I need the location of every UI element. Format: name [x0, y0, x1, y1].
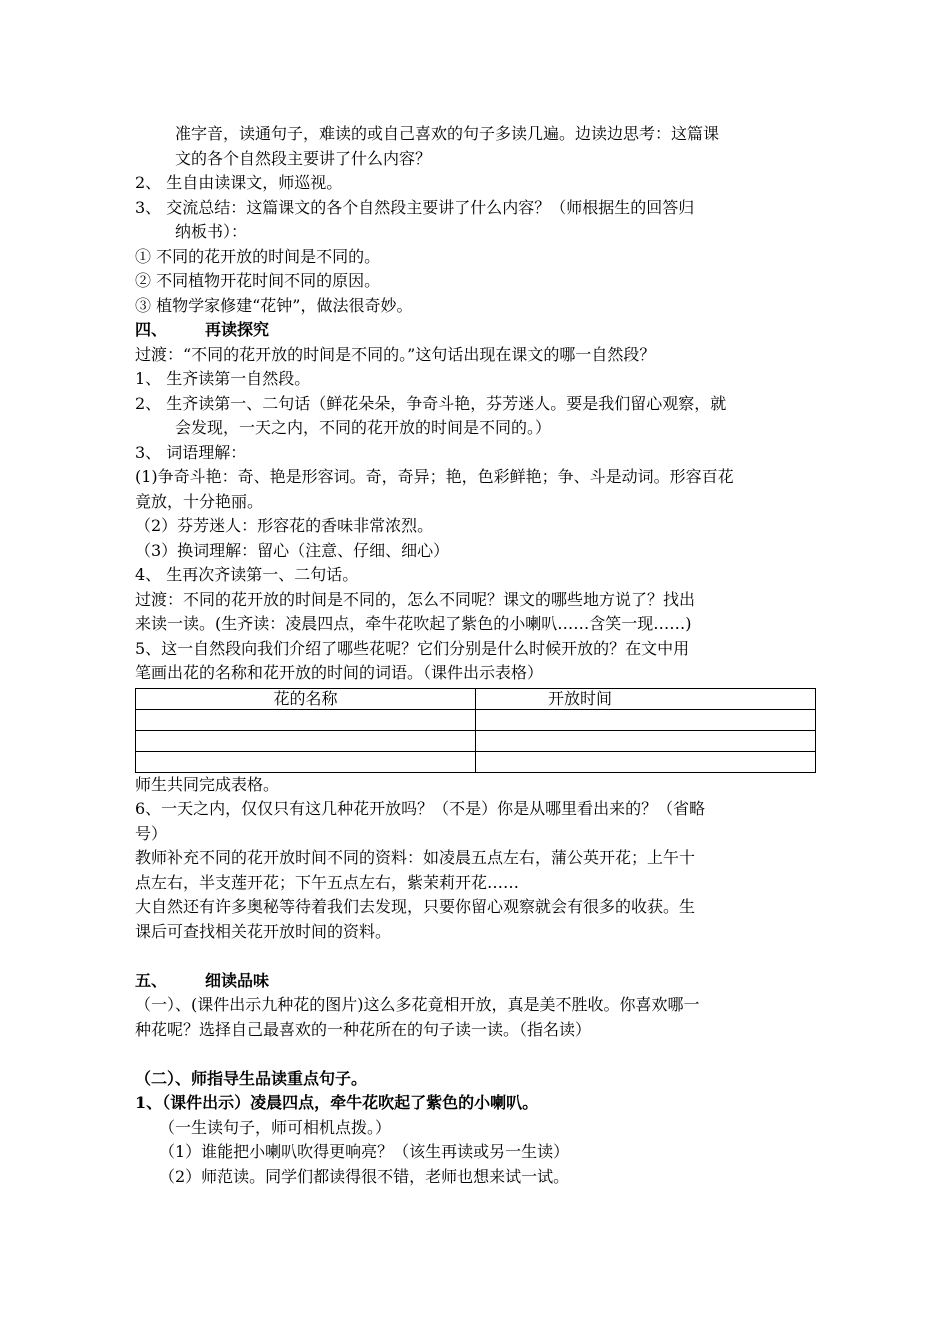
section-heading-4: [135, 318, 820, 343]
key-sentence: 1、（课件出示）凌晨四点，牵牛花吹起了紫色的小喇叭。: [135, 1093, 539, 1112]
text-line: 3、 交流总结：这篇课文的各个自然段主要讲了什么内容？（师根据生的回答归: [135, 197, 695, 217]
text-line: 点左右，半支莲开花；下午五点左右，紫茉莉开花……: [135, 872, 520, 892]
summary-point: ② 不同植物开花时间不同的原因。: [135, 271, 381, 290]
text-line: 纳板书）：: [175, 222, 248, 241]
text-line: 竟放，十分艳丽。: [135, 491, 264, 511]
text-line: 6、一天之内，仅仅只有这几种花开放吗？（不是）你是从哪里看出来的？（省略: [135, 799, 706, 818]
section-title: 细读品味: [205, 970, 270, 990]
section-number: 四、: [135, 320, 168, 339]
text-line: 5、这一自然段向我们介绍了哪些花呢？它们分别是什么时候开放的？在文中用: [135, 638, 690, 658]
text-line: （一）、(课件出示九种花的图片)这么多花竟相开放，真是美不胜收。你喜欢哪一: [135, 995, 700, 1014]
text-line: 笔画出花的名称和花开放的时间的词语。（课件出示表格）: [135, 663, 544, 682]
text-line: 过渡：“不同的花开放的时间是不同的。”这句话出现在课文的哪一自然段？: [135, 344, 656, 364]
table-header-row: [136, 688, 816, 709]
text-line: （2）芬芳迷人：形容花的香味非常浓烈。: [135, 516, 434, 535]
table-row: [136, 751, 816, 772]
blank-line: [135, 944, 820, 969]
text-line: 过渡：不同的花开放的时间是不同的，怎么不同呢？课文的哪些地方说了？找出: [135, 589, 696, 609]
text-line: 3、 词语理解：: [135, 442, 247, 462]
text-line: 师生共同完成表格。: [135, 774, 280, 794]
table-cell: [136, 709, 476, 730]
table-cell: [476, 709, 816, 730]
document-page: [135, 122, 820, 1189]
table-row: [136, 709, 816, 730]
text-line: 课后可查找相关花开放时间的资料。: [135, 921, 392, 941]
text-line: 2、 生自由读课文，师巡视。: [135, 173, 343, 192]
text-line: 大自然还有许多奥秘等待着我们去发现，只要你留心观察就会有很多的收获。生: [135, 897, 696, 916]
text-line: 1、 生齐读第一自然段。: [135, 369, 311, 388]
table-header-flower-name: 花的名称: [136, 688, 476, 709]
text-line: 文的各个自然段主要讲了什么内容？: [175, 148, 432, 168]
section-heading-5: [135, 969, 820, 994]
section-number: 五、: [135, 970, 168, 990]
table-cell: [476, 730, 816, 751]
text-line: 种花呢？选择自己最喜欢的一种花所在的句子读一读。（指名读）: [135, 1019, 592, 1039]
text-line: 4、 生再次齐读第一、二句话。: [135, 565, 359, 584]
text-line: （1）谁能把小喇叭吹得更响亮？（该生再读或另一生读）: [159, 1142, 570, 1161]
table-cell: [136, 751, 476, 772]
text-line: （3）换词理解：留心（注意、仔细、细心）: [135, 540, 450, 560]
summary-point: ① 不同的花开放的时间是不同的。: [135, 246, 381, 266]
flower-time-table: [135, 688, 816, 773]
table-cell: [136, 730, 476, 751]
text-line: （一生读句子，师可相机点拨。）: [159, 1117, 392, 1137]
text-line: 教师补充不同的花开放时间不同的资料：如凌晨五点左右，蒲公英开花；上午十: [135, 848, 696, 867]
blank-line: [135, 1042, 820, 1067]
text-line: （2）师范读。同学们都读得很不错，老师也想来试一试。: [159, 1166, 570, 1186]
text-line: (1)争奇斗艳：奇、艳是形容词。奇，奇异；艳，色彩鲜艳；争、斗是动词。形容百花: [135, 467, 734, 486]
table-cell: [476, 751, 816, 772]
table-row: [136, 730, 816, 751]
text-line: 来读一读。(生齐读：凌晨四点，牵牛花吹起了紫色的小喇叭……含笑一现……): [135, 614, 692, 633]
text-line: 2、 生齐读第一、二句话（鲜花朵朵，争奇斗艳，芬芳迷人。要是我们留心观察，就: [135, 393, 727, 413]
text-line: 会发现，一天之内，不同的花开放的时间是不同的。）: [175, 418, 552, 437]
text-line: 准字音，读通句子，难读的或自己喜欢的句子多读几遍。边读边思考：这篇课: [175, 124, 720, 143]
summary-point: ③ 植物学家修建“花钟”，做法很奇妙。: [135, 295, 413, 315]
table-header-open-time: 开放时间: [476, 688, 816, 709]
subsection-heading: （二）、师指导生品读重点句子。: [135, 1068, 368, 1088]
text-line: 号）: [135, 823, 168, 843]
section-title: 再读探究: [205, 320, 270, 339]
